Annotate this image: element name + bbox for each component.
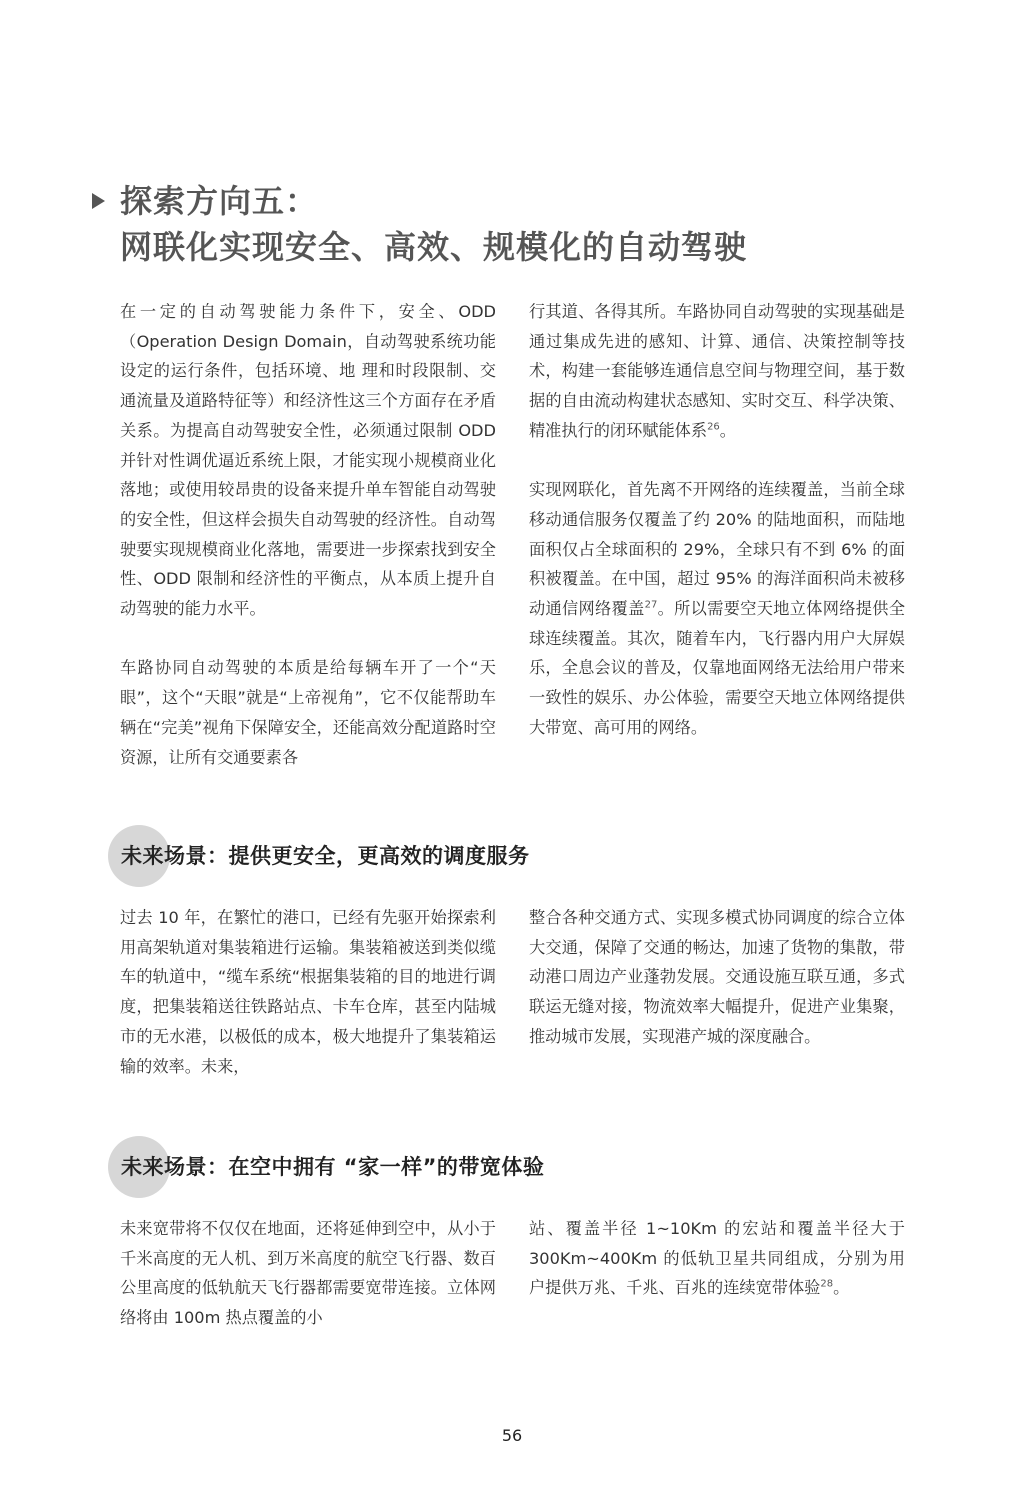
section-paragraph [529, 1214, 905, 1303]
intro-paragraph: 在一定的自动驾驶能力条件下，安全、ODD（Operation Design Domain，自动驾驶系统功能设定的运行条件，包括环境、地 理和时段限制、交通流量及道路特征等）和经济性这三个方面存在矛盾关系。为提高自动驾驶安全性，必须通过限制 ODD 并针对性调优逼近系统上限，才能实现小规模商业化落地；或使用较昂贵的设备来提升单车智能自动驾驶的安全性，但这样会损失自动驾驶的经济性。自动驾驶要实现规模商业化落地，需要进一步探索找到安全性、ODD 限制和经济性的平衡点，从本质上提升自动驾驶的能力水平。 [120, 302, 496, 619]
heading-line-1 [88, 178, 948, 224]
heading-line-2: 网联化实现安全、高效、规模化的自动驾驶 [120, 228, 748, 266]
footnote-ref: 26 [707, 421, 720, 433]
page-number: 56 [501, 1426, 523, 1445]
intro-paragraph [529, 475, 905, 742]
paragraph-text: 实现网联化，首先离不开网络的连续覆盖，当前全球移动通信服务仅覆盖了约 20% 的陆地面积，而陆地面积仅占全球面积的 29%，全球只有不到 6% 的面积被覆盖。在中国，超过 95% 的海洋面积尚未被移动通信网络覆盖 [529, 480, 905, 619]
heading-text-1: 探索方向五： [120, 182, 319, 220]
paragraph-text: 。所以需要空天地立体网络提供全球连续覆盖。其次，随着车内，飞行器内用户大屏娱乐，全息会议的普及，仅靠地面网络无法给用户带来一致性的娱乐、办公体验，需要空天地立体网络提供大带宽、高可用的网络。 [529, 599, 906, 737]
section2-right-column [529, 1214, 905, 1303]
triangle-bullet-icon [92, 193, 105, 209]
section2-left-column [120, 1214, 496, 1333]
paragraph-text: 。 [719, 420, 736, 440]
intro-left-column [120, 297, 496, 772]
section-paragraph: 未来宽带将不仅仅在地面，还将延伸到空中，从小于千米高度的无人机、到万米高度的航空飞行器、数百公里高度的低轨航天飞行器都需要宽带连接。立体网络将由 100m 热点覆盖的小 [120, 1219, 496, 1328]
section1-right-column [529, 903, 905, 1052]
footnote-ref: 27 [644, 599, 658, 611]
section1-left-column [120, 903, 496, 1081]
section-heading-dispatch [108, 825, 908, 887]
intro-right-column [529, 297, 905, 743]
page-heading [88, 178, 948, 270]
paragraph-text: 。 [833, 1278, 850, 1298]
section-title: 未来场景：提供更安全，更高效的调度服务 [121, 844, 530, 868]
paragraph-text: 站、覆盖半径 1~10Km 的宏站和覆盖半径大于 300Km~400Km 的低轨卫星共同组成，分别为用户提供万兆、千兆、百兆的连续宽带体验 [529, 1219, 905, 1298]
intro-paragraph [529, 297, 905, 446]
section-title: 未来场景：在空中拥有 “家一样”的带宽体验 [121, 1155, 545, 1179]
section-heading-bandwidth [108, 1136, 908, 1198]
section-paragraph: 整合各种交通方式、实现多模式协同调度的综合立体大交通，保障了交通的畅达，加速了货物的集散，带动港口周边产业蓬勃发展。交通设施互联互通，多式联运无缝对接，物流效率大幅提升，促进产业集聚，推动城市发展，实现港产城的深度融合。 [529, 908, 905, 1046]
footnote-ref: 28 [820, 1279, 834, 1291]
section-paragraph: 过去 10 年，在繁忙的港口，已经有先驱开始探索利用高架轨道对集装箱进行运输。集装箱被送到类似缆车的轨道中，“缆车系统“根据集装箱的目的地进行调度，把集装箱送往铁路站点、卡车仓库，甚至内陆城市的无水港，以极低的成本，极大地提升了集装箱运输的效率。未来， [120, 908, 496, 1076]
intro-paragraph: 车路协同自动驾驶的本质是给每辆车开了一个“天眼”，这个“天眼”就是“上帝视角”，它不仅能帮助车辆在“完美”视角下保障安全，还能高效分配道路时空资源，让所有交通要素各 [120, 658, 496, 767]
paragraph-text: 行其道、各得其所。车路协同自动驾驶的实现基础是通过集成先进的感知、计算、通信、决策控制等技术，构建一套能够连通信息空间与物理空间，基于数据的自由流动构建状态感知、实时交互、科学决策、精准执行的闭环赋能体系 [529, 302, 905, 440]
